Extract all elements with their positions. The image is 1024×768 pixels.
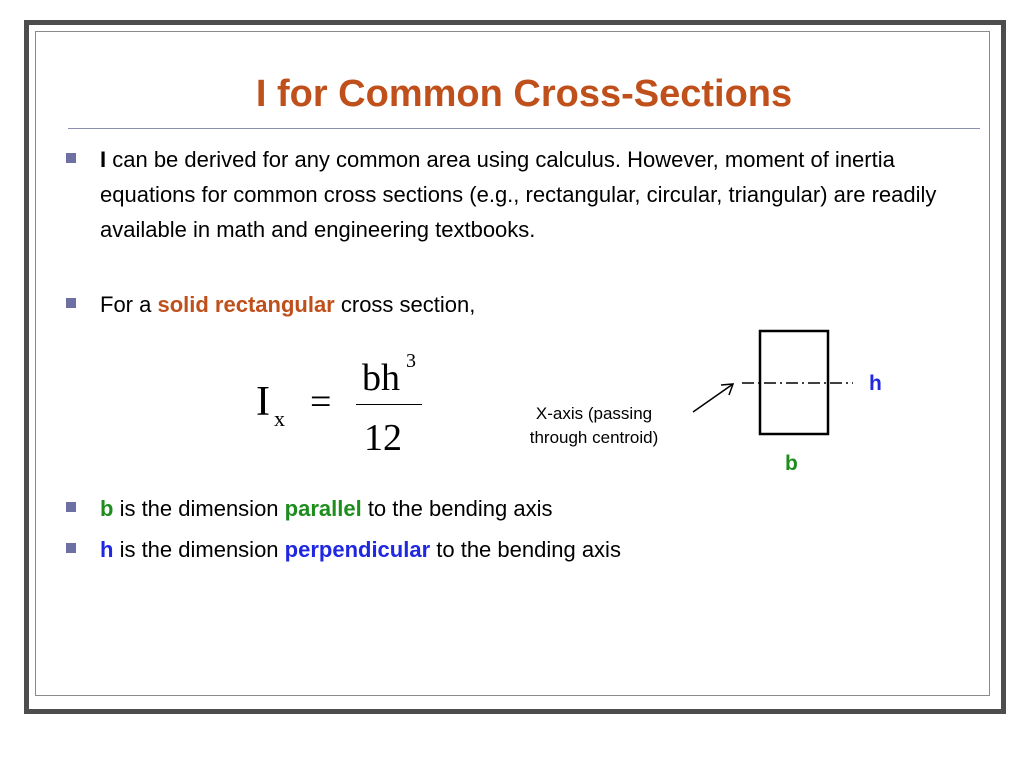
slide-title: I for Common Cross-Sections <box>255 73 793 115</box>
axis-label-line1: X-axis (passing <box>535 404 653 423</box>
pointer-arrow-line <box>693 384 733 412</box>
bullet-mid: is the dimension <box>113 496 285 521</box>
formula-exponent: 3 <box>406 350 416 372</box>
bullet-item <box>66 532 946 568</box>
formula-lhs-subscript: x <box>274 406 285 431</box>
square-bullet-icon <box>66 502 76 512</box>
term-h: h <box>100 537 114 562</box>
highlight-parallel: parallel <box>284 496 362 521</box>
formula-denominator: 12 <box>364 417 402 459</box>
bullet-text <box>100 491 553 526</box>
formula-lhs: I <box>256 379 270 425</box>
axis-label-line2: through centroid) <box>529 428 659 447</box>
bullet-post: cross section, <box>334 292 476 317</box>
bullet-post: to the bending axis <box>361 496 553 521</box>
highlight-perpendicular: perpendicular <box>284 537 431 562</box>
base-label: b <box>785 452 798 475</box>
term-b: b <box>100 496 114 521</box>
formula-equals: = <box>310 381 332 423</box>
term-I: I <box>100 147 107 172</box>
bullet-item <box>66 491 946 527</box>
highlight-solid-rectangular: solid rectangular <box>157 292 335 317</box>
bullet-body: can be derived for any common area using calculus. However, moment of inertia equations for common cross sections (e.g., rectangular, circular, triangular) are readily available in math and engineering textbooks. <box>100 147 937 242</box>
bullet-pre: For a <box>100 292 158 317</box>
square-bullet-icon <box>66 543 76 553</box>
bullet-text <box>100 532 621 567</box>
height-label: h <box>869 372 882 395</box>
bullet-mid: is the dimension <box>113 537 285 562</box>
bullet-post: to the bending axis <box>430 537 621 562</box>
formula-numerator: bh <box>362 357 400 399</box>
